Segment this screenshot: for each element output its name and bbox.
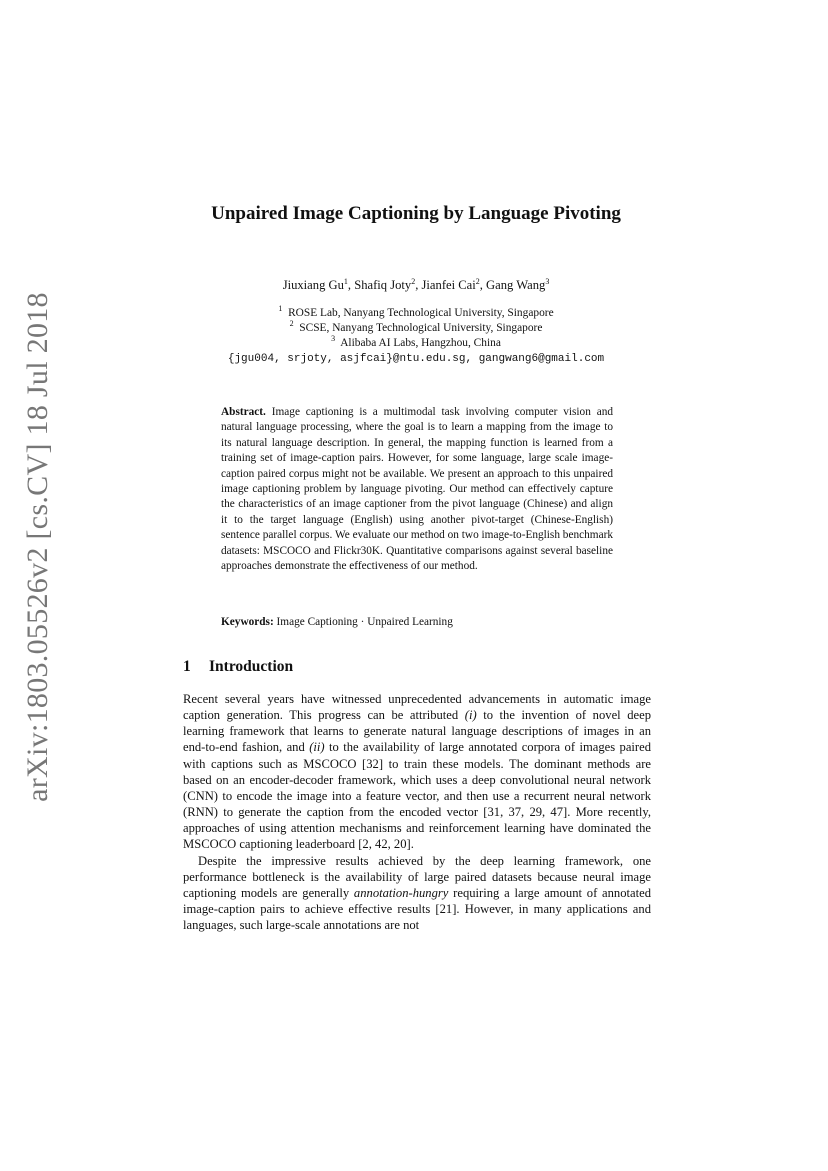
- abstract-text: Image captioning is a multimodal task involving computer vision and natural language processing, where the goal is to learn a mapping from the image to its natural language description. In general, the mapping function is learned from a training set of image-caption pairs. However, for some language, large scale image-caption paired corpus might not be available. We present an approach to this unpaired image captioning problem by language pivoting. Our method can effectively capture the characteristics of an image captioner from the pivot language (Chinese) and align it to the target language (English) using another pivot-target (Chinese-English) sentence parallel corpus. We evaluate our method on two image-to-English benchmark datasets: MSCOCO and Flickr30K. Quantitative comparisons against several baseline approaches demonstrate the effectiveness of our method.: [221, 406, 614, 573]
- affiliation-line: $^1$ ROSE Lab, Nanyang Technological University, Singapore: [278, 304, 554, 319]
- body-text: [183, 691, 651, 933]
- abstract: [221, 405, 613, 574]
- keywords-label: Keywords:: [221, 616, 274, 628]
- author-affiliation-mark: 2: [411, 276, 416, 286]
- keywords-text: Image Captioning · Unpaired Learning: [276, 616, 453, 628]
- keywords: [221, 615, 613, 630]
- author-name: Gang Wang: [486, 278, 546, 292]
- affiliation-line: $^2$ SCSE, Nanyang Technological University, Singapore: [289, 319, 543, 335]
- abstract-label: Abstract.: [221, 406, 266, 418]
- section-title: Introduction: [209, 658, 294, 675]
- author-affiliation-mark: 2: [475, 276, 480, 286]
- paragraph: Despite the impressive results achieved by the deep learning framework, one performance bottleneck is the availability of large paired datasets because neural image captioning models are generally annotation-hungry requiring a large amount of annotated image-caption pairs to achieve effective results [21]. However, in many applications and languages, such large-scale annotations are not: [183, 853, 652, 933]
- author-affiliation-mark: 3: [545, 276, 550, 286]
- affiliation-line: $^3$ Alibaba AI Labs, Hangzhou, China: [331, 334, 501, 350]
- affiliations: [180, 306, 652, 367]
- author-name: Shafiq Joty: [354, 278, 412, 292]
- section-heading: [183, 657, 293, 677]
- author-name: Jiuxiang Gu: [282, 278, 344, 292]
- section-number: 1: [183, 658, 191, 675]
- author-name: Jianfei Cai: [421, 278, 476, 292]
- arxiv-sidebar: [8, 292, 68, 802]
- author-affiliation-mark: 1: [343, 276, 348, 286]
- paragraph: Recent several years have witnessed unprecedented advancements in automatic image caption generation. This progress can be attributed (i) to the invention of novel deep learning framework that learns to generate natural language descriptions of images in an end-to-end fashion, and (ii) to the availability of large annotated corpora of images paired with captions such as MSCOCO [32] to train these models. The dominant methods are based on an encoder-decoder framework, which uses a deep convolutional neural network (CNN) to encode the image into a feature vector, and then use a recurrent neural network (RNN) to generate the caption from the encoded vector [31, 37, 29, 47]. More recently, approaches of using attention mechanisms and reinforcement learning have dominated the MSCOCO captioning leaderboard [2, 42, 20].: [183, 692, 652, 852]
- author-list: Jiuxiang Gu$^1$, Shafiq Joty$^2$, Jianfei Cai$^2$, Gang Wang$^3$: [282, 276, 550, 292]
- paper-title: Unpaired Image Captioning by Language Pivoting: [211, 203, 621, 224]
- arxiv-identifier: arXiv:1803.05526v2 [cs.CV] 18 Jul 2018: [21, 292, 54, 802]
- author-emails: {jgu004, srjoty, asjfcai}@ntu.edu.sg, gangwang6@gmail.com: [227, 352, 605, 365]
